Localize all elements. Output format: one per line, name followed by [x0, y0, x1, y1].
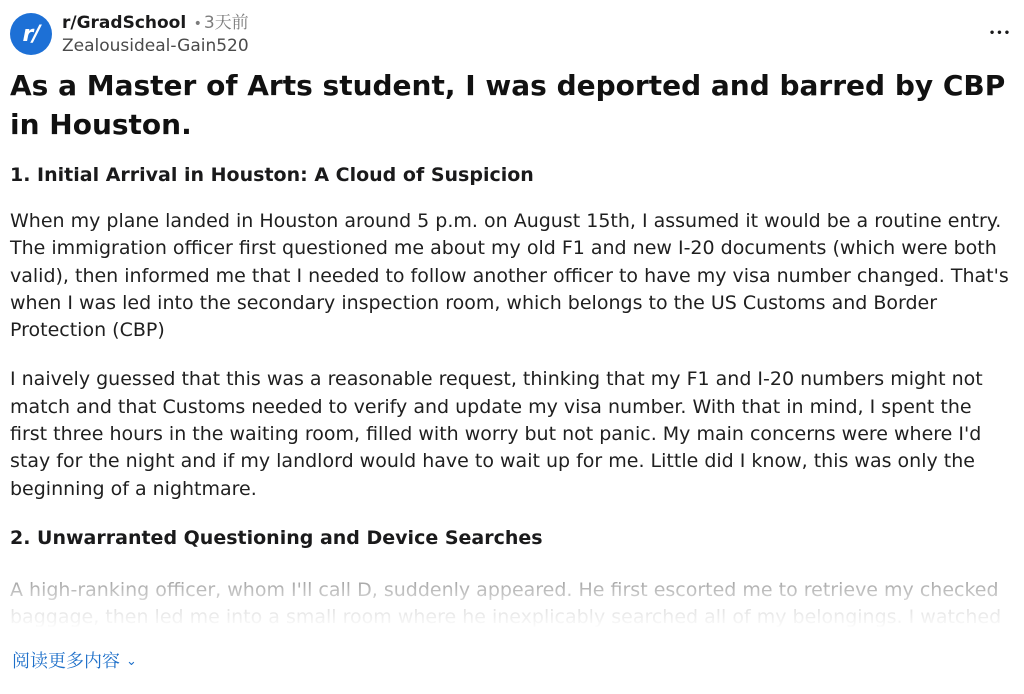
more-options-button[interactable]: [986, 21, 1014, 45]
more-options-icon: •••: [988, 27, 1012, 39]
subreddit-avatar[interactable]: r/: [10, 13, 52, 55]
separator-dot: •: [193, 16, 202, 32]
section-heading-2: 2. Unwarranted Questioning and Device Searches: [10, 526, 543, 549]
section-heading-1: 1. Initial Arrival in Houston: A Cloud of Suspicion: [10, 164, 534, 186]
subreddit-line: [62, 13, 249, 34]
author-username[interactable]: Zealousideal-Gain520: [62, 36, 249, 56]
paragraph-1: When my plane landed in Houston around 5 p.m. on August 15th, I assumed it would be a routine entry. The immigration officer first questioned me about my old F1 and new I-20 documents (which were both valid), then informed me that I needed to follow another officer to have my visa number changed. That's when I was led into the secondary inspection room, which belongs to the US Customs and Border Protection (CBP): [10, 210, 1009, 342]
paragraph-2: I naively guessed that this was a reasonable request, thinking that my F1 and I-20 numbers might not match and that Customs needed to verify and update my visa number. With that in mind, I spent the first three hours in the waiting room, filled with worry but not panic. My main concerns were where I'd stay for the night and if my landlord would have to wait up for me. Little did I know, this was only the beginning of a nightmare.: [10, 368, 983, 500]
fade-overlay: [10, 577, 1012, 629]
post-time: 3天前: [203, 13, 249, 33]
read-more-label: 阅读更多内容: [12, 651, 120, 672]
chevron-down-icon: ⌄: [126, 654, 137, 669]
subreddit-name[interactable]: r/GradSchool: [62, 13, 187, 33]
read-more-link[interactable]: [12, 650, 137, 674]
post-header: [10, 11, 1014, 57]
post-body: [10, 162, 1012, 571]
post-title: As a Master of Arts student, I was deported and barred by CBP in Houston.: [10, 69, 1006, 141]
truncated-paragraph: [10, 577, 1012, 629]
